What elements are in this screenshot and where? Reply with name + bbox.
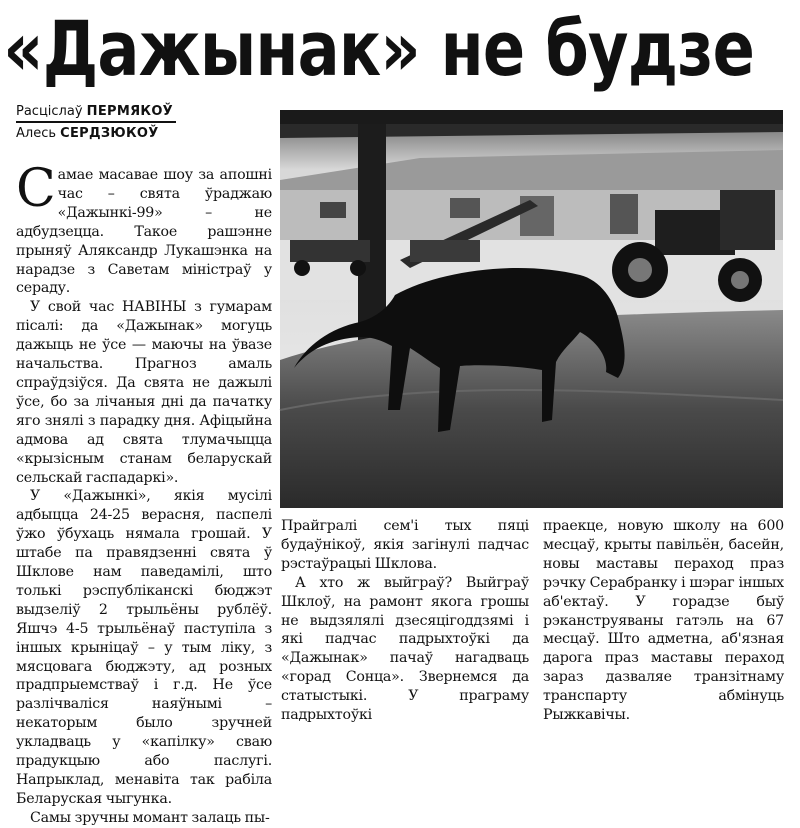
paragraph-2: У свой час НАВІНЫ з гумарам пісалі: да «Дажынак» могуць дажыць не ўсе — маючы на ўвазе начальства. Прагноз амаль спраўдзіўся. Да свята не дажылі ўсе, бо за лічаныя дні да пачатку яго знялі з парадку дня. Афіцыйна адмова ад свята тлумачыцца «крызісным станам беларускай сельскай гаспадаркі». — [16, 299, 272, 486]
col3-paragraph-1: праекце, новую школу на 600 месцаў, крыты павільён, басейн, новы маставы пераход праз рэчку Серабранку і шэраг іншых аб'ектаў. У горадзе быў рэканструяваны гатэль на 67 месцаў. Што адметна, аб'язная дарога праз маставы пераход зараз дазваляе транзітнаму транспарту абмінуць Рыжкавічы. — [543, 518, 784, 724]
author-2 — [16, 125, 266, 142]
author-1-last-name: ПЕРМЯКОЎ — [86, 104, 174, 119]
headline: «Дажынак» не будзе — [3, 4, 755, 93]
paragraph-4: Самы зручны момант залаць пы- — [30, 809, 270, 826]
byline — [16, 103, 266, 142]
byline-rule — [16, 121, 176, 123]
author-1 — [16, 103, 266, 120]
article-photo — [280, 110, 783, 508]
article-column-3 — [543, 517, 784, 724]
photo-horse-tractor — [280, 110, 783, 508]
col2-paragraph-1: Прайгралі сем'і тых пяці будаўнікоў, якія загінулі падчас рэстаўрацыі Шклова. — [281, 518, 529, 572]
article-column-2 — [281, 517, 529, 724]
author-1-first-name: Расціслаў — [16, 104, 83, 119]
col2-paragraph-2: А хто ж выйграў? Выйграў Шклоў, на рамонт якога грошы не выдзялялі дзесяцігоддзямі і які падчас падрыхтоўкі да «Дажынак» пачаў нагадваць «горад Сонца». Звернемся да статыстыкі. У праграму падрыхтоўкі — [281, 574, 529, 724]
paragraph-3: У «Дажынкі», якія мусілі адбыцца 24-25 верасня, паспелі ўжо ўбухаць нямала грошай. У штабе па правядзенні свята ў Шклове нам паведамілі, што толькі рэспубліканскі бюджэт выдзеліў 2 трыльёны рублёў. Яшчэ 4-5 трыльёнаў паступіла з іншых крыніцаў – у тым ліку, з мясцовага бюджэту, ад розных прадпрыемстваў і г.д. Не ўсе разлічваліся наяўнымі – некаторым было зручней укладваць у «капілку» сваю прадукцыю або паслугі. Напрыклад, менавіта так рабіла Беларуская чыгунка. — [16, 488, 272, 807]
paragraph-1 — [16, 159, 272, 298]
paragraph-1-text: амае масавае шоу за апошні час – свята ўраджаю «Дажынкі-99» – не адбудзецца. Такое рашэнне прыняў Аляксандр Лукашэнка на нарадзе з Саветам міністраў у сераду. — [16, 167, 272, 297]
drop-cap: С — [16, 159, 56, 219]
article-column-1 — [16, 159, 272, 826]
author-2-last-name: СЕРДЗЮКОЎ — [60, 126, 159, 141]
author-2-first-name: Алесь — [16, 126, 57, 141]
